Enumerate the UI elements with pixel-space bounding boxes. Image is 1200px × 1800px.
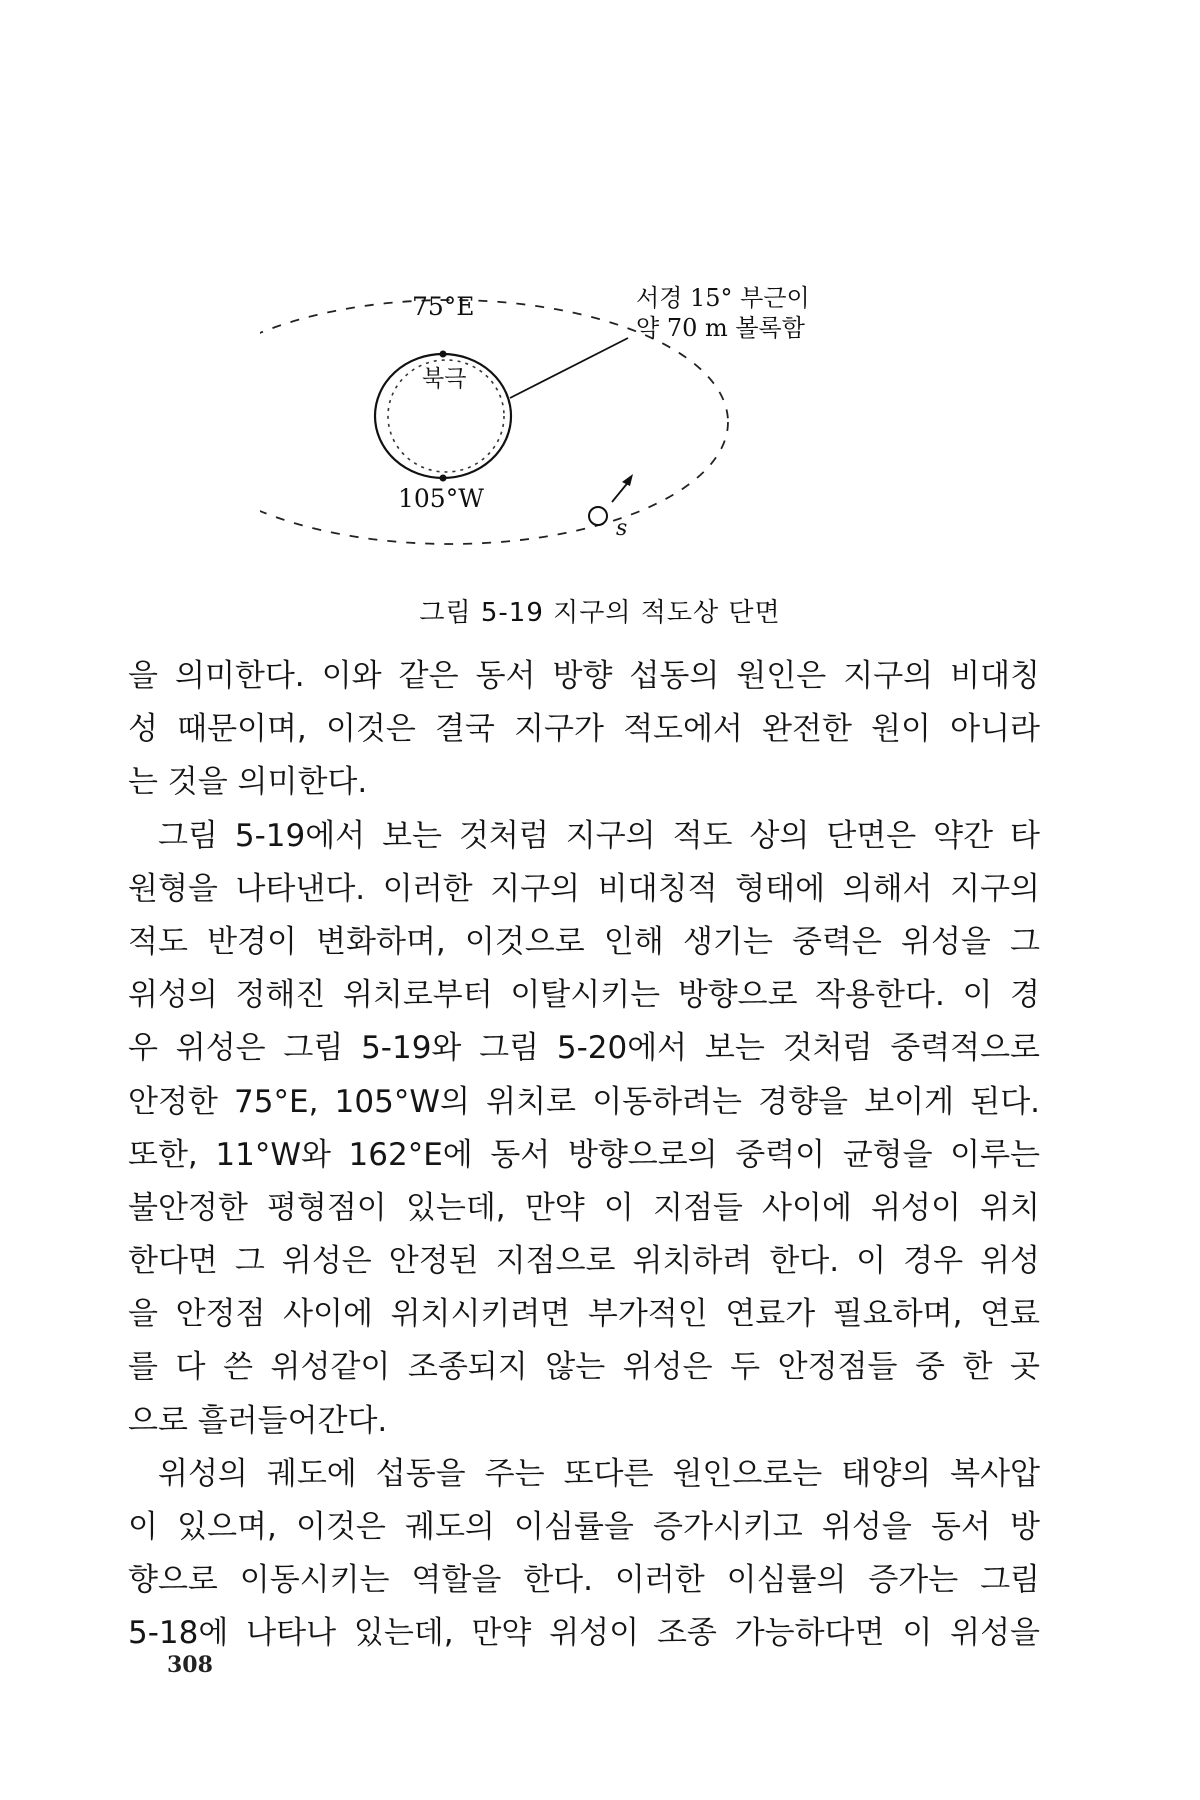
point-105w-marker [440, 475, 447, 482]
text-line: 위성의 정해진 위치로부터 이탈시키는 방향으로 작용한다. 이 경 [128, 977, 1040, 1014]
body-text [128, 650, 1040, 1661]
text-line: 위성의 궤도에 섭동을 주는 또다른 원인으로는 태양의 복사압 [158, 1455, 1040, 1492]
orbit-arrowhead [622, 474, 633, 486]
point-75e-marker [440, 351, 447, 358]
page-number: 308 [167, 1652, 213, 1678]
annotation-line-2: 약 70 m 볼록함 [636, 314, 805, 342]
label-75e: 75°E [412, 292, 475, 321]
text-line: 또한, 11°W와 162°E에 동서 방향으로의 중력이 균형을 이루는 [128, 1136, 1040, 1173]
text-line: 불안정한 평형점이 있는데, 만약 이 지점들 사이에 위성이 위치 [128, 1189, 1040, 1226]
text-line: 를 다 쓴 위성같이 조종되지 않는 위성은 두 안정점들 중 한 곳 [128, 1349, 1040, 1386]
label-105w: 105°W [398, 484, 484, 513]
text-line: 이 있으며, 이것은 궤도의 이심률을 증가시키고 위성을 동서 방 [128, 1509, 1040, 1545]
text-line: 을 안정점 사이에 위치시키려면 부가적인 연료가 필요하며, 연료 [128, 1296, 1040, 1333]
annotation-leader-line [510, 338, 628, 398]
label-satellite: s [616, 516, 628, 541]
text-line: 5-18에 나타나 있는데, 만약 위성이 조종 가능하다면 이 위성을 [128, 1615, 1040, 1652]
text-line: 는 것을 의미한다. [128, 764, 368, 801]
earth-section-diagram [260, 290, 960, 580]
figure-caption: 그림 5-19 지구의 적도상 단면 [419, 598, 781, 628]
text-line: 우 위성은 그림 5-19와 그림 5-20에서 보는 것처럼 중력적으로 [128, 1030, 1040, 1067]
text-line: 안정한 75°E, 105°W의 위치로 이동하려는 경향을 보이게 된다. [128, 1083, 1040, 1120]
text-line: 그림 5-19에서 보는 것처럼 지구의 적도 상의 단면은 약간 타 [158, 817, 1040, 854]
text-line: 으로 흘러들어간다. [128, 1402, 388, 1439]
figure-earth-equatorial-section [260, 284, 960, 580]
text-line: 을 의미한다. 이와 같은 동서 방향 섭동의 원인은 지구의 비대칭 [128, 658, 1040, 694]
text-line: 적도 반경이 변화하며, 이것으로 인해 생기는 중력은 위성을 그 [128, 923, 1040, 960]
satellite-marker [589, 507, 607, 525]
label-north-pole: 북극 [422, 366, 467, 392]
text-line: 원형을 나타낸다. 이러한 지구의 비대칭적 형태에 의해서 지구의 [128, 870, 1040, 907]
text-line: 성 때문이며, 이것은 결국 지구가 적도에서 완전한 원이 아니라 [128, 711, 1040, 748]
text-line: 한다면 그 위성은 안정된 지점으로 위치하려 한다. 이 경우 위성 [128, 1243, 1040, 1280]
text-line: 향으로 이동시키는 역할을 한다. 이러한 이심률의 증가는 그림 [128, 1562, 1040, 1599]
annotation-line-1: 서경 15° 부근이 [636, 284, 810, 312]
